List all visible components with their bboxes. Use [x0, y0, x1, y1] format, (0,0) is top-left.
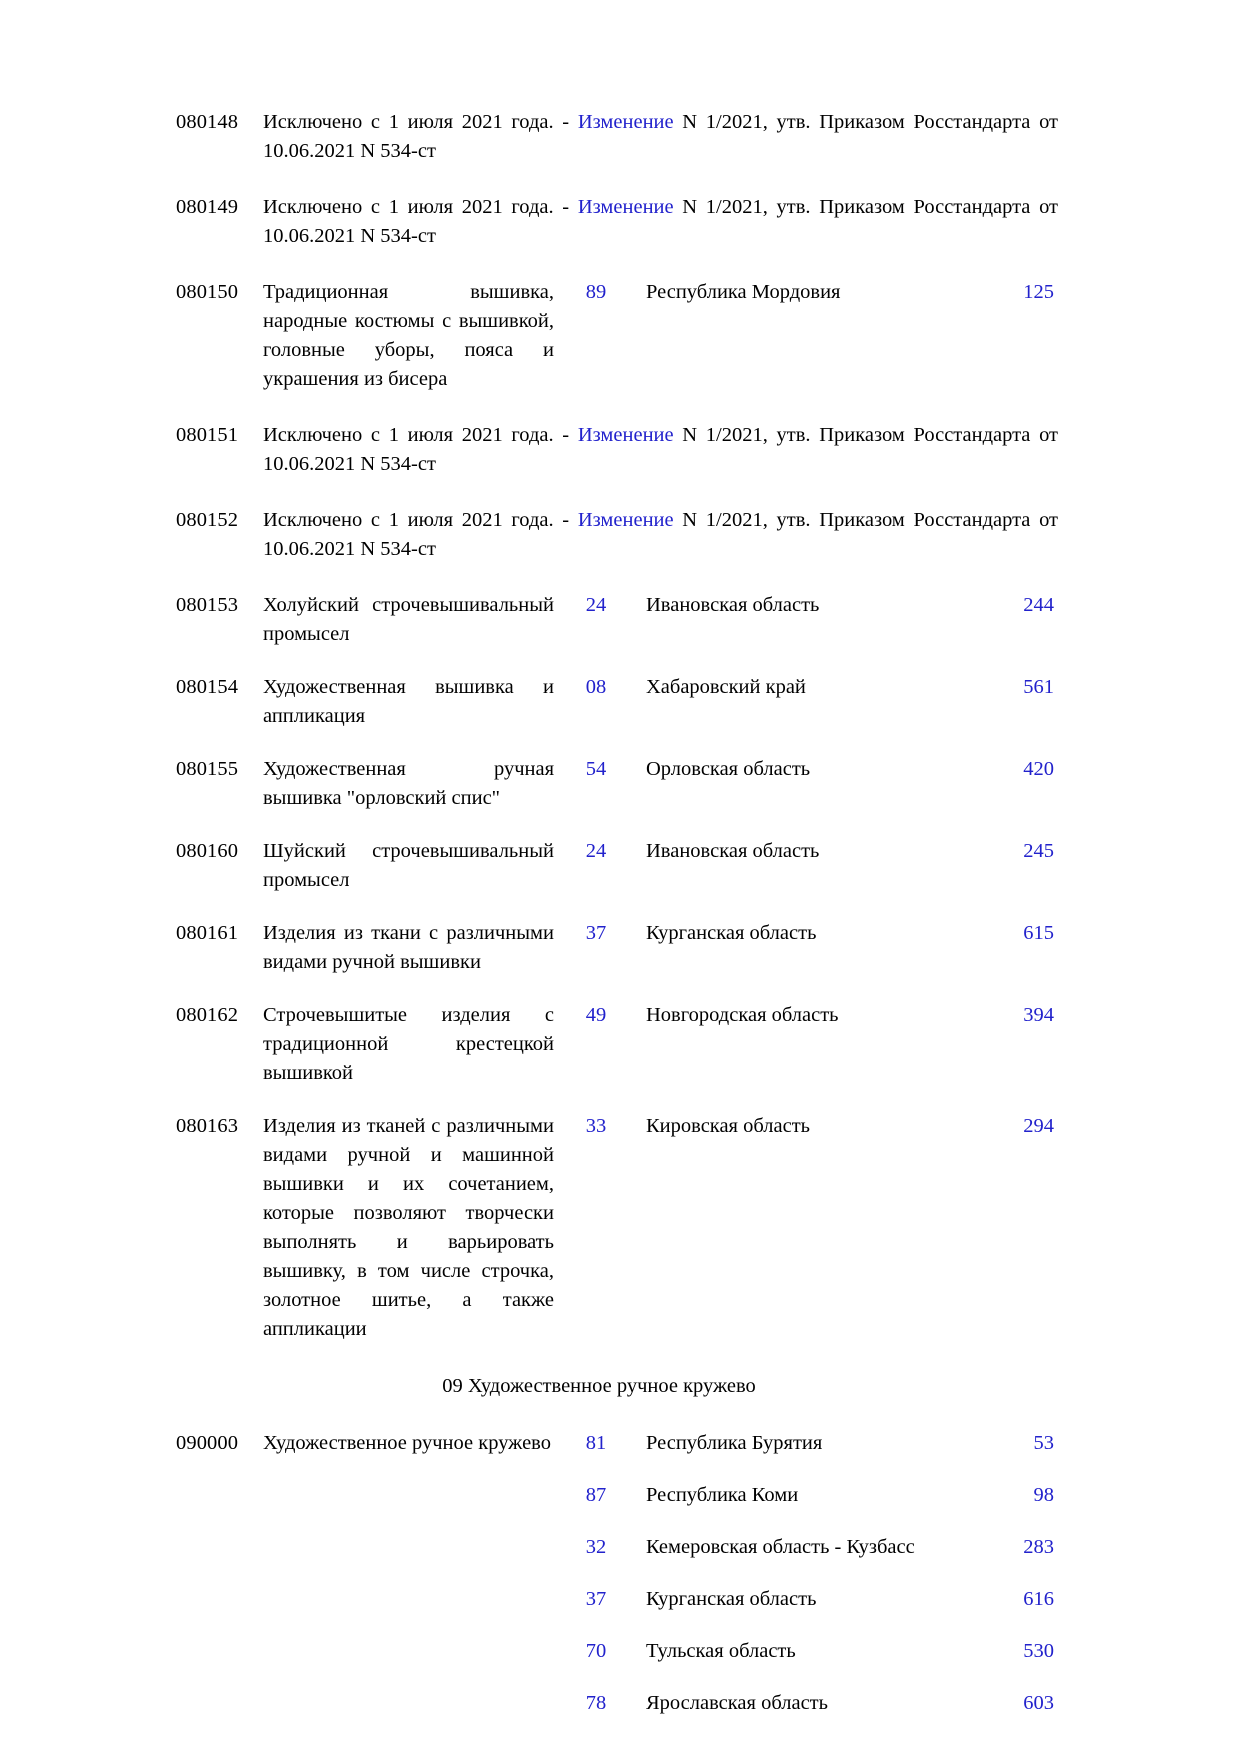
- row-region-name: Республика Коми: [646, 1484, 799, 1506]
- group-code: 090000: [176, 1432, 239, 1454]
- row-value[interactable]: 561: [1023, 676, 1054, 698]
- section-heading: 09 Художественное ручное кружево: [442, 1375, 756, 1397]
- row-region-code[interactable]: 33: [585, 1115, 607, 1137]
- row-region-name: Республика Бурятия: [646, 1432, 823, 1454]
- note-suffix: N 1/2021, утв. Приказом Росстандарта от 10.06.2021 N 534-ст: [263, 509, 1059, 560]
- table-row: [176, 278, 1060, 394]
- row-note-text: [254, 506, 1060, 564]
- note-suffix: N 1/2021, утв. Приказом Росстандарта от 10.06.2021 N 534-ст: [263, 196, 1059, 247]
- note-prefix: Исключено с 1 июля 2021 года. -: [263, 424, 578, 446]
- row-region-name: Орловская область: [646, 758, 811, 780]
- classifier-table: [176, 108, 1060, 1344]
- row-note-text: [254, 108, 1060, 166]
- change-link[interactable]: Изменение: [577, 111, 674, 133]
- row-region-code[interactable]: 78: [585, 1692, 607, 1714]
- table-row: [176, 1001, 1060, 1088]
- row-code: 080152: [176, 509, 239, 531]
- row-code: 080149: [176, 196, 239, 218]
- row-region-name: Ярославская область: [646, 1692, 828, 1714]
- change-link[interactable]: Изменение: [577, 424, 674, 446]
- row-region-code[interactable]: 87: [585, 1484, 607, 1506]
- row-description: Изделия из ткани с различными видами ручной вышивки: [263, 922, 554, 973]
- change-link[interactable]: Изменение: [577, 196, 674, 218]
- row-region-name: Кемеровская область - Кузбасс: [646, 1536, 915, 1558]
- row-region-code[interactable]: 81: [585, 1432, 607, 1454]
- row-region-name: Курганская область: [646, 922, 817, 944]
- row-code: 080161: [176, 922, 239, 944]
- row-code: 080160: [176, 840, 239, 862]
- row-description: Художественная ручная вышивка "орловский спис": [263, 758, 554, 809]
- note-suffix: N 1/2021, утв. Приказом Росстандарта от 10.06.2021 N 534-ст: [263, 111, 1059, 162]
- row-region-code[interactable]: 24: [585, 840, 607, 862]
- row-region-code[interactable]: 24: [585, 594, 607, 616]
- row-value[interactable]: 294: [1023, 1115, 1054, 1137]
- row-region-code[interactable]: 49: [585, 1004, 607, 1026]
- table-row: [176, 837, 1060, 895]
- group-description: Художественное ручное кружево: [263, 1432, 551, 1454]
- note-prefix: Исключено с 1 июля 2021 года. -: [263, 196, 578, 218]
- row-description: Холуйский строчевышивальный промысел: [263, 594, 554, 645]
- row-region-code[interactable]: 08: [585, 676, 607, 698]
- row-value[interactable]: 616: [1023, 1588, 1054, 1610]
- table-row: [176, 193, 1060, 251]
- row-region-name: Республика Мордовия: [646, 281, 841, 303]
- list-item: [554, 1689, 1060, 1718]
- list-item: [554, 1585, 1060, 1614]
- note-prefix: Исключено с 1 июля 2021 года. -: [263, 509, 578, 531]
- row-value[interactable]: 125: [1023, 281, 1054, 303]
- row-region-name: Кировская область: [646, 1115, 811, 1137]
- row-region-code[interactable]: 70: [585, 1640, 607, 1662]
- row-region-name: Ивановская область: [646, 840, 820, 862]
- group-left-columns: [176, 1429, 554, 1458]
- row-note-text: [254, 193, 1060, 251]
- row-value[interactable]: 603: [1023, 1692, 1054, 1714]
- row-value[interactable]: 244: [1023, 594, 1054, 616]
- list-item: [554, 1533, 1060, 1562]
- row-value[interactable]: 98: [1033, 1484, 1054, 1506]
- row-description: Традиционная вышивка, народные костюмы с вышивкой, головные уборы, пояса и украшения из бисера: [263, 281, 554, 390]
- row-code: 080162: [176, 1004, 239, 1026]
- table-row: [176, 1112, 1060, 1344]
- table-row: [176, 421, 1060, 479]
- table-row: [176, 591, 1060, 649]
- classifier-group: [176, 1429, 1060, 1718]
- row-code: 080151: [176, 424, 239, 446]
- row-region-code[interactable]: 89: [585, 281, 607, 303]
- row-region-name: Ивановская область: [646, 594, 820, 616]
- row-value[interactable]: 283: [1023, 1536, 1054, 1558]
- row-region-code[interactable]: 54: [585, 758, 607, 780]
- row-region-name: Курганская область: [646, 1588, 817, 1610]
- change-link[interactable]: Изменение: [577, 509, 674, 531]
- table-row: [176, 919, 1060, 977]
- row-description: Шуйский строчевышивальный промысел: [263, 840, 554, 891]
- row-description: Художественная вышивка и аппликация: [263, 676, 554, 727]
- row-value[interactable]: 53: [1033, 1432, 1054, 1454]
- row-value[interactable]: 245: [1023, 840, 1054, 862]
- row-region-name: Хабаровский край: [646, 676, 806, 698]
- row-value[interactable]: 615: [1023, 922, 1054, 944]
- row-code: 080163: [176, 1115, 239, 1137]
- row-region-name: Новгородская область: [646, 1004, 839, 1026]
- row-code: 080155: [176, 758, 239, 780]
- list-item: [554, 1429, 1060, 1458]
- row-description: Изделия из тканей с различными видами ручной и машинной вышивки и их сочетанием, которые позволяют творчески выполнять и варьировать вышивку, в том числе строчка, золотное шитье, а также аппликации: [263, 1115, 554, 1340]
- row-code: 080150: [176, 281, 239, 303]
- note-prefix: Исключено с 1 июля 2021 года. -: [263, 111, 578, 133]
- list-item: [554, 1481, 1060, 1510]
- row-region-code[interactable]: 32: [585, 1536, 607, 1558]
- list-item: [554, 1637, 1060, 1666]
- row-note-text: [254, 421, 1060, 479]
- row-value[interactable]: 530: [1023, 1640, 1054, 1662]
- group-region-list: [554, 1429, 1060, 1718]
- row-region-name: Тульская область: [646, 1640, 796, 1662]
- table-row: [176, 506, 1060, 564]
- table-row: [176, 108, 1060, 166]
- row-code: 080148: [176, 111, 239, 133]
- row-region-code[interactable]: 37: [585, 1588, 607, 1610]
- table-row: [176, 755, 1060, 813]
- note-suffix: N 1/2021, утв. Приказом Росстандарта от 10.06.2021 N 534-ст: [263, 424, 1059, 475]
- row-value[interactable]: 420: [1023, 758, 1054, 780]
- row-code: 080154: [176, 676, 239, 698]
- row-value[interactable]: 394: [1023, 1004, 1054, 1026]
- row-description: Строчевышитые изделия с традиционной крестецкой вышивкой: [263, 1004, 554, 1084]
- row-code: 080153: [176, 594, 239, 616]
- table-row: [176, 673, 1060, 731]
- row-region-code[interactable]: 37: [585, 922, 607, 944]
